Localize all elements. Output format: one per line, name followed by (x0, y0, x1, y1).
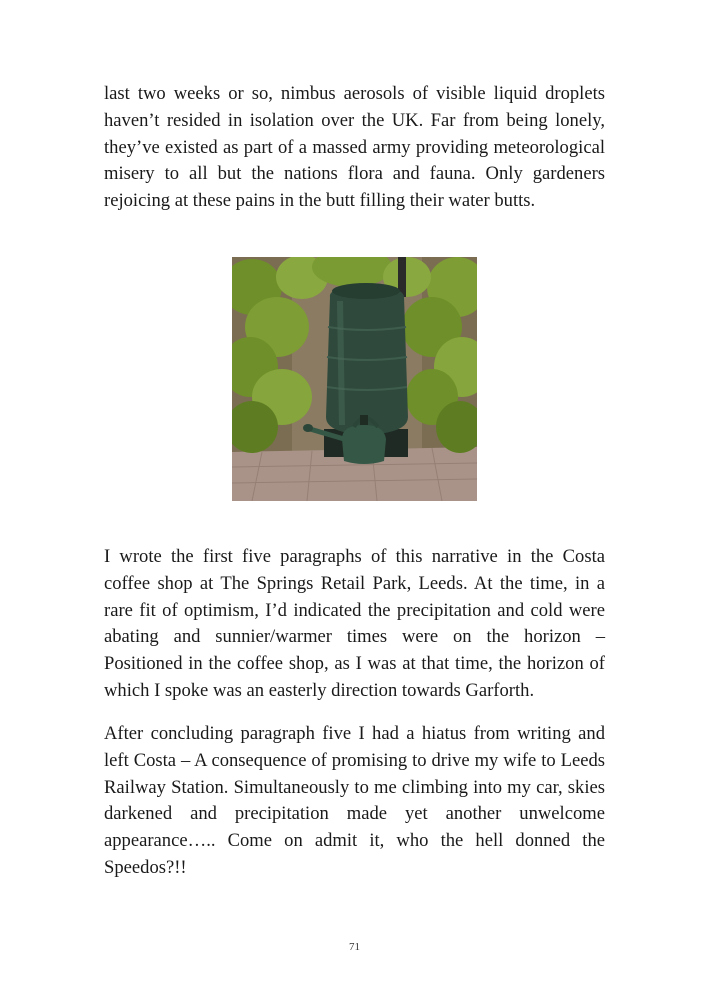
paragraph-2: I wrote the first five paragraphs of this narrative in the Costa coffee shop at The Springs Retail Park, Leeds. At the time, in a rare fit of optimism, I’d indicated the precipitation and cold were abating and sunnier/warmer times were on the horizon – Positioned in the coffee shop, as I was at that time, the horizon of which I spoke was an easterly direction towards Garforth. (104, 546, 605, 701)
water-butt-photo (232, 257, 477, 501)
page-number: 71 (349, 941, 360, 953)
paragraph-3: After concluding paragraph five I had a hiatus from writing and left Costa – A consequence of promising to drive my wife to Leeds Railway Station. Simultaneously to me climbing into my car, skies darkened and precipitation made yet another unwelcome appearance….. Come on admit it, who the hell donned the Speedos?!! (104, 723, 605, 878)
paragraph-1: last two weeks or so, nimbus aerosols of visible liquid droplets haven’t resided in isolation over the UK. Far from being lonely, they’ve existed as part of a massed army providing meteorological misery to all but the nations flora and fauna. Only gardeners rejoicing at these pains in the butt filling their water butts. (104, 83, 605, 212)
